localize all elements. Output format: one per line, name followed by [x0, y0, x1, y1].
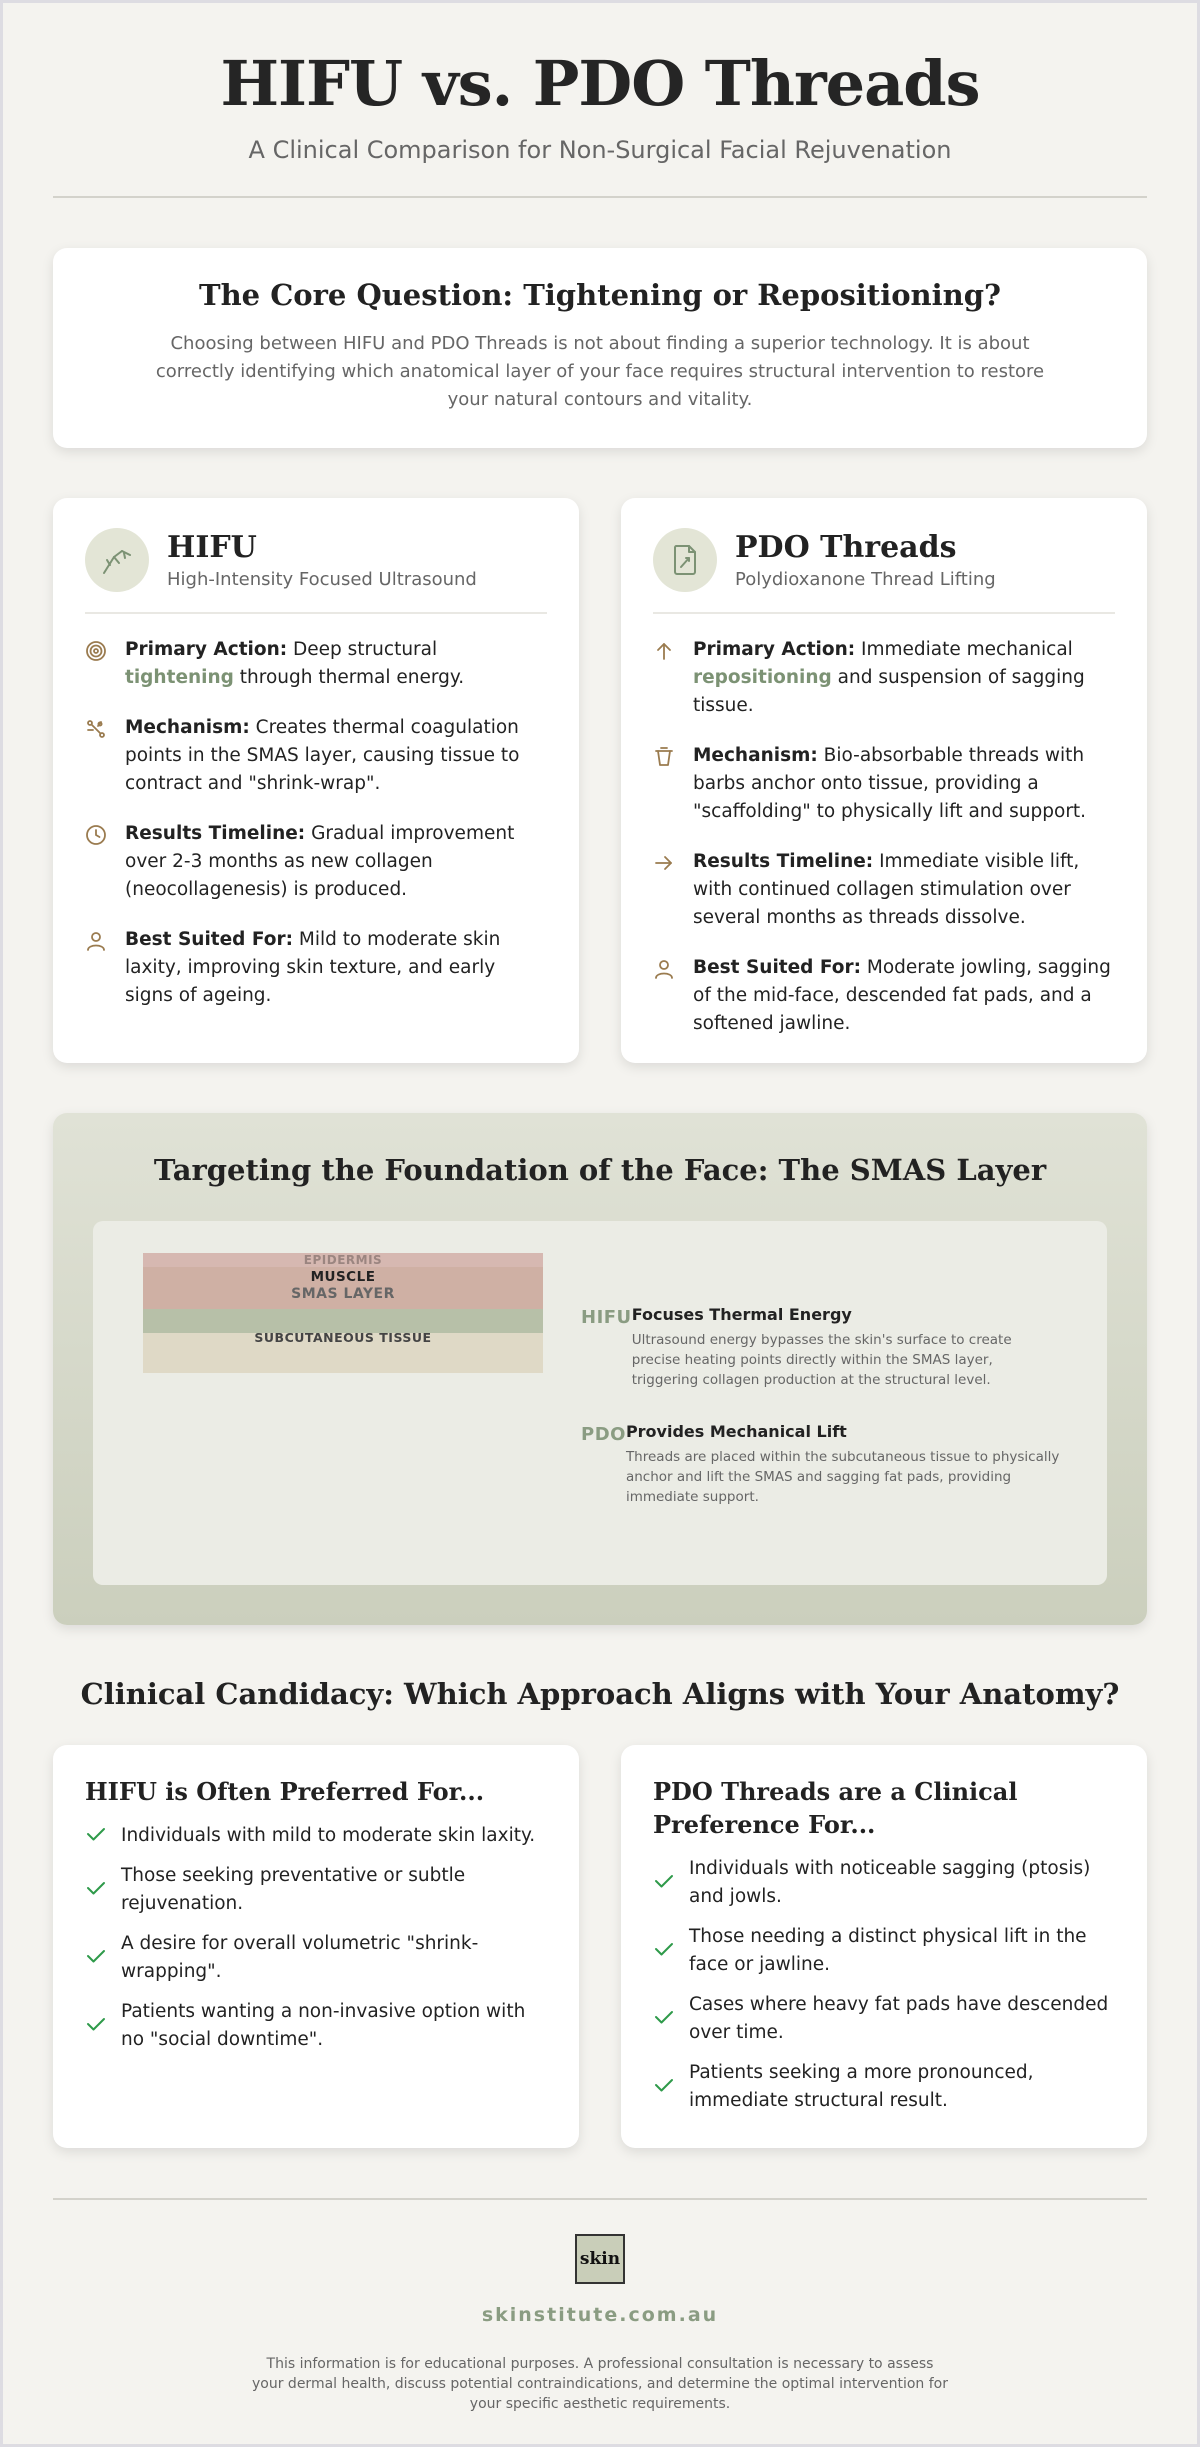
list-item-text: Individuals with noticeable sagging (ptosis) and jowls. [689, 1858, 1091, 1907]
ultrasound-waves-icon [85, 528, 149, 592]
list-item-text: Individuals with mild to moderate skin laxity. [121, 1825, 536, 1846]
hifu-card [53, 498, 579, 1063]
anchor-cup-icon [653, 742, 693, 826]
layer-muscle-smas [143, 1267, 543, 1309]
list-item [85, 1862, 547, 1918]
pdo-subtitle: Polydioxanone Thread Lifting [735, 569, 996, 590]
layer-smas-label: SMAS LAYER [291, 1285, 395, 1302]
pdo-results-timeline: Results Timeline: Immediate visible lift, with continued collagen stimulation over several months as threads dissolve. [653, 848, 1115, 932]
header-divider [53, 196, 1147, 198]
list-item [653, 2059, 1115, 2115]
hifu-subtitle: High-Intensity Focused Ultrasound [167, 569, 477, 590]
hifu-primary-action: Primary Action: Deep structural tightening through thermal energy. [85, 636, 547, 692]
hifu-best-suited: Best Suited For: Mild to moderate skin laxity, improving skin texture, and early signs of ageing. [85, 926, 547, 1010]
clock-icon [85, 820, 125, 904]
hifu-candidacy-list [85, 1822, 547, 2054]
list-item [85, 1822, 547, 1850]
checkmark-icon [653, 1872, 689, 1894]
arrow-up-icon [653, 636, 693, 720]
hifu-candidacy-card [53, 1745, 579, 2148]
checkmark-icon [653, 2008, 689, 2030]
footer [3, 2200, 1197, 2414]
list-item-text: Those seeking preventative or subtle rejuvenation. [121, 1865, 466, 1914]
list-item-text: Those needing a distinct physical lift in the face or jawline. [689, 1926, 1087, 1975]
hifu-card-header [85, 528, 547, 614]
pdo-candidacy-title: PDO Threads are a Clinical Preference For... [653, 1777, 1018, 1839]
legend-hifu: HIFU Focuses Thermal Energy Ultrasound energy bypasses the skin's surface to create precise heating points directly within the SMAS layer, triggering collagen production at the structural level. [581, 1305, 1012, 1388]
core-question-title: The Core Question: Tightening or Repositioning? [198, 278, 1002, 312]
highlight-repositioning: repositioning [693, 667, 832, 688]
skin-logo: skin [575, 2234, 625, 2284]
hifu-results-timeline: Results Timeline: Gradual improvement over 2-3 months as new collagen (neocollagenesis) is produced. [85, 820, 547, 904]
pdo-mechanism: Mechanism: Bio-absorbable threads with barbs anchor onto tissue, providing a "scaffolding" to physically lift and support. [653, 742, 1115, 826]
person-icon [85, 926, 125, 1010]
page-title: HIFU vs. PDO Threads [220, 47, 980, 120]
checkmark-icon [653, 2076, 689, 2098]
smas-title: Targeting the Foundation of the Face: The SMAS Layer [153, 1153, 1047, 1187]
hifu-title: HIFU [167, 530, 257, 565]
list-item [85, 1930, 547, 1986]
arrow-right-icon [653, 848, 693, 932]
smas-diagram-panel [93, 1221, 1107, 1585]
pdo-best-suited: Best Suited For: Moderate jowling, sagging of the mid-face, descended fat pads, and a softened jawline. [653, 954, 1115, 1038]
checkmark-icon [85, 1947, 121, 1969]
checkmark-icon [653, 1940, 689, 1962]
checkmark-icon [85, 2015, 121, 2037]
pdo-title: PDO Threads [735, 530, 957, 565]
checkmark-icon [85, 1879, 121, 1901]
core-question-text: Choosing between HIFU and PDO Threads is not about finding a superior technology. It is about correctly identifying which anatomical layer of your face requires structural intervention to restore your natural contours and vitality. [155, 333, 1045, 410]
list-item [653, 1991, 1115, 2047]
smas-section [53, 1113, 1147, 1625]
list-item [653, 1923, 1115, 1979]
pdo-primary-action: Primary Action: Immediate mechanical repositioning and suspension of sagging tissue. [653, 636, 1115, 720]
person-icon [653, 954, 693, 1038]
smas-legend [581, 1305, 1061, 1539]
disclaimer: This information is for educational purposes. A professional consultation is necessary to assess your dermal health, discuss potential contraindications, and determine the optimal intervention for your specific aesthetic requirements. [252, 2356, 948, 2412]
candidacy-title: Clinical Candidacy: Which Approach Aligns with Your Anatomy? [80, 1677, 1120, 1711]
checkmark-icon [85, 1825, 121, 1847]
list-item-text: Cases where heavy fat pads have descended over time. [689, 1994, 1109, 2043]
layer-subcutaneous [143, 1330, 543, 1373]
list-item [85, 1998, 547, 2054]
hifu-candidacy-title: HIFU is Often Preferred For... [85, 1777, 485, 1806]
pdo-candidacy-card [621, 1745, 1147, 2148]
layer-subcutaneous-label: SUBCUTANEOUS TISSUE [254, 1330, 432, 1345]
candidacy-section [53, 1745, 1147, 2148]
layer-muscle-label: MUSCLE [310, 1269, 376, 1285]
pdo-card [621, 498, 1147, 1063]
core-question-card [53, 248, 1147, 448]
layer-epidermis: EPIDERMIS [143, 1253, 543, 1267]
list-item-text: Patients seeking a more pronounced, immediate structural result. [689, 2062, 1034, 2111]
pdo-candidacy-list [653, 1855, 1115, 2115]
target-icon [85, 636, 125, 692]
skin-layers-diagram [143, 1253, 543, 1373]
pdo-card-header [653, 528, 1115, 614]
thread-document-icon [653, 528, 717, 592]
list-item [653, 1855, 1115, 1911]
highlight-tightening: tightening [125, 667, 234, 688]
page-header [3, 3, 1197, 164]
legend-pdo: PDO Provides Mechanical Lift Threads are placed within the subcutaneous tissue to physically anchor and lift the SMAS and sagging fat pads, providing immediate support. [581, 1422, 1060, 1505]
page-subtitle: A Clinical Comparison for Non-Surgical Facial Rejuvenation [248, 136, 952, 164]
list-item-text: Patients wanting a non-invasive option with no "social downtime". [121, 2001, 526, 2050]
hifu-mechanism: Mechanism: Creates thermal coagulation points in the SMAS layer, causing tissue to contract and "shrink-wrap". [85, 714, 547, 798]
list-item-text: A desire for overall volumetric "shrink-wrapping". [121, 1933, 479, 1982]
comparison-section [53, 498, 1147, 1063]
mechanism-nodes-icon [85, 714, 125, 798]
website-link[interactable]: skinstitute.com.au [481, 2304, 719, 2326]
